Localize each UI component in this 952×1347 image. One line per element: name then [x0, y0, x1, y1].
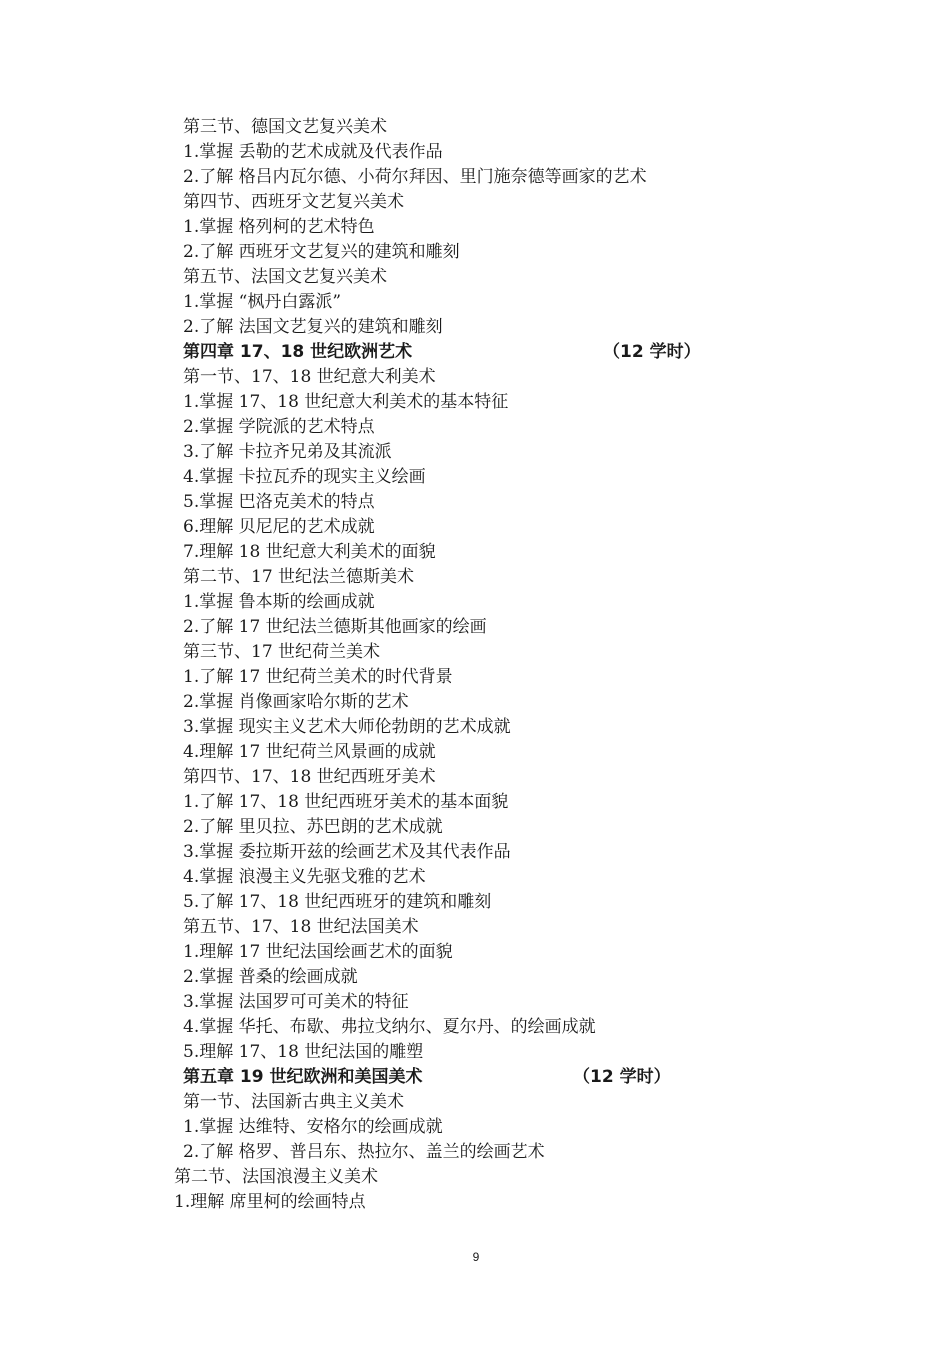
list-item: 5.了解 17、18 世纪西班牙的建筑和雕刻: [183, 892, 492, 912]
list-item: 1.掌握 达维特、安格尔的绘画成就: [183, 1117, 443, 1137]
chapter-title: 第五章 19 世纪欧洲和美国美术: [183, 1067, 423, 1087]
list-item: 1.了解 17 世纪荷兰美术的时代背景: [183, 667, 453, 687]
section-heading: 第二节、法国浪漫主义美术: [174, 1167, 378, 1187]
section-heading: 第一节、法国新古典主义美术: [183, 1092, 404, 1112]
list-item: 2.了解 格罗、普吕东、热拉尔、盖兰的绘画艺术: [183, 1142, 545, 1162]
page-number: 9: [472, 1250, 480, 1264]
list-item: 3.掌握 法国罗可可美术的特征: [183, 992, 409, 1012]
list-item: 5.理解 17、18 世纪法国的雕塑: [183, 1042, 424, 1062]
list-item: 1.掌握 鲁本斯的绘画成就: [183, 592, 375, 612]
list-item: 2.了解 17 世纪法兰德斯其他画家的绘画: [183, 617, 487, 637]
list-item: 3.了解 卡拉齐兄弟及其流派: [183, 442, 392, 462]
chapter-heading: [183, 1065, 683, 1090]
section-heading: 第五节、法国文艺复兴美术: [183, 267, 387, 287]
list-item: 1.掌握 丢勒的艺术成就及代表作品: [183, 142, 443, 162]
section-heading: 第三节、德国文艺复兴美术: [183, 117, 387, 137]
chapter-hours: （12 学时）: [573, 1067, 671, 1087]
chapter-title: 第四章 17、18 世纪欧洲艺术: [183, 342, 413, 362]
list-item: 3.掌握 现实主义艺术大师伦勃朗的艺术成就: [183, 717, 511, 737]
list-item: 2.了解 里贝拉、苏巴朗的艺术成就: [183, 817, 443, 837]
list-item: 1.理解 席里柯的绘画特点: [174, 1192, 366, 1212]
section-heading: 第一节、17、18 世纪意大利美术: [183, 367, 436, 387]
section-heading: 第四节、西班牙文艺复兴美术: [183, 192, 404, 212]
section-heading: 第四节、17、18 世纪西班牙美术: [183, 767, 436, 787]
list-item: 1.理解 17 世纪法国绘画艺术的面貌: [183, 942, 453, 962]
section-heading: 第五节、17、18 世纪法国美术: [183, 917, 419, 937]
list-item: 2.了解 西班牙文艺复兴的建筑和雕刻: [183, 242, 460, 262]
list-item: 2.掌握 普桑的绘画成就: [183, 967, 358, 987]
list-item: 4.掌握 卡拉瓦乔的现实主义绘画: [183, 467, 426, 487]
list-item: 2.了解 格吕内瓦尔德、小荷尔拜因、里门施奈德等画家的艺术: [183, 167, 647, 187]
list-item: 4.理解 17 世纪荷兰风景画的成就: [183, 742, 436, 762]
list-item: 4.掌握 华托、布歇、弗拉戈纳尔、夏尔丹、的绘画成就: [183, 1017, 596, 1037]
section-heading: 第二节、17 世纪法兰德斯美术: [183, 567, 415, 587]
list-item: 2.掌握 肖像画家哈尔斯的艺术: [183, 692, 409, 712]
list-item: 1.了解 17、18 世纪西班牙美术的基本面貌: [183, 792, 509, 812]
list-item: 5.掌握 巴洛克美术的特点: [183, 492, 375, 512]
list-item: 4.掌握 浪漫主义先驱戈雅的艺术: [183, 867, 426, 887]
list-item: 6.理解 贝尼尼的艺术成就: [183, 517, 375, 537]
chapter-heading: [183, 340, 703, 365]
list-item: 1.掌握 17、18 世纪意大利美术的基本特征: [183, 392, 509, 412]
list-item: 3.掌握 委拉斯开兹的绘画艺术及其代表作品: [183, 842, 511, 862]
list-item: 2.了解 法国文艺复兴的建筑和雕刻: [183, 317, 443, 337]
list-item: 1.掌握 “枫丹白露派”: [183, 292, 342, 312]
list-item: 2.掌握 学院派的艺术特点: [183, 417, 375, 437]
list-item: 7.理解 18 世纪意大利美术的面貌: [183, 542, 436, 562]
list-item: 1.掌握 格列柯的艺术特色: [183, 217, 375, 237]
section-heading: 第三节、17 世纪荷兰美术: [183, 642, 381, 662]
chapter-hours: （12 学时）: [603, 342, 701, 362]
